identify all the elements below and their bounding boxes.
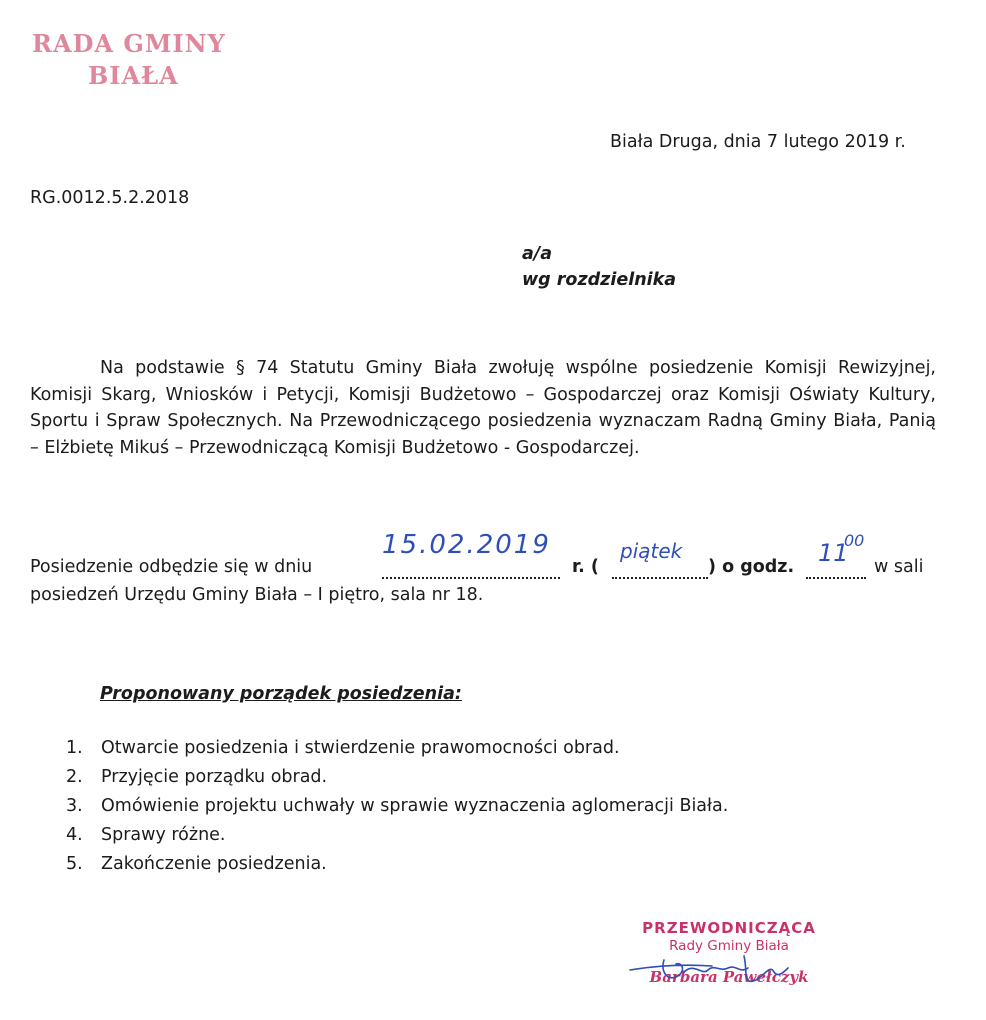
reference-number: RG.0012.5.2.2018 [30, 188, 190, 208]
meeting-suffix: w sali [874, 557, 924, 577]
stamp-line-1: RADA GMINY [32, 29, 226, 58]
godz-label: ) o godz. [708, 557, 795, 577]
handwritten-signature [624, 942, 814, 1002]
body-text: Na podstawie § 74 Statutu Gminy Biała zwołuję wspólne posiedzenie Komisji Rewizyjnej, Komisji Skarg, Wniosków i Petycji, Komisji Budżetowo – Gospodarczej oraz Komisji Oświaty Kultury, Sportu i Spraw Społecznych. Na Przewodniczącego posiedzenia wyznaczam Radną Gminy Biała, Panią – Elżbietę Mikuś – Przewodniczącą Komisji Budżetowo - Gospodarczej. [30, 358, 936, 458]
signature-subtitle: Rady Gminy Biała [669, 938, 789, 954]
addressee [522, 242, 676, 292]
place-date: Biała Druga, dnia 7 lutego 2019 r. [610, 132, 906, 152]
meeting-prefix: Posiedzenie odbędzie się w dniu [30, 557, 313, 577]
body-paragraph [30, 355, 936, 461]
agenda-heading: Proponowany porządek posiedzenia: [100, 684, 462, 704]
item-label: Zakończenie posiedzenia. [101, 854, 327, 874]
agenda-list [66, 734, 866, 879]
item-number: 5. [66, 854, 83, 874]
handwritten-day: piątek [620, 539, 683, 563]
item-label: Omówienie projektu uchwały w sprawie wyznaczenia aglomeracji Biała. [101, 796, 729, 816]
meeting-line-2: posiedzeń Urzędu Gminy Biała – I piętro, sala nr 18. [30, 585, 484, 605]
item-number: 2. [66, 767, 83, 787]
addressee-line-2: wg rozdzielnika [522, 270, 677, 290]
list-item [66, 850, 866, 879]
item-label: Sprawy różne. [101, 825, 226, 845]
item-label: Przyjęcie porządku obrad. [101, 767, 328, 787]
signature-title: PRZEWODNICZĄCA [642, 919, 816, 937]
header-stamp [32, 28, 226, 92]
meeting-info [30, 530, 940, 611]
item-number: 4. [66, 825, 83, 845]
list-item [66, 792, 866, 821]
signature-name: Barbara Pawełczyk [649, 968, 809, 986]
item-number: 1. [66, 738, 83, 758]
stamp-line-2: BIAŁA [88, 61, 179, 90]
handwritten-hour: 11 [818, 539, 849, 567]
list-item [66, 821, 866, 850]
handwritten-minutes: 00 [844, 531, 865, 550]
addressee-line-1: a/a [522, 244, 553, 264]
date-dotted-line [382, 559, 560, 579]
item-number: 3. [66, 796, 83, 816]
list-item [66, 763, 866, 792]
handwritten-date: 15.02.2019 [382, 530, 551, 560]
item-label: Otwarcie posiedzenia i stwierdzenie prawomocności obrad. [101, 738, 620, 758]
list-item [66, 734, 866, 763]
r-label: r. ( [572, 557, 599, 577]
